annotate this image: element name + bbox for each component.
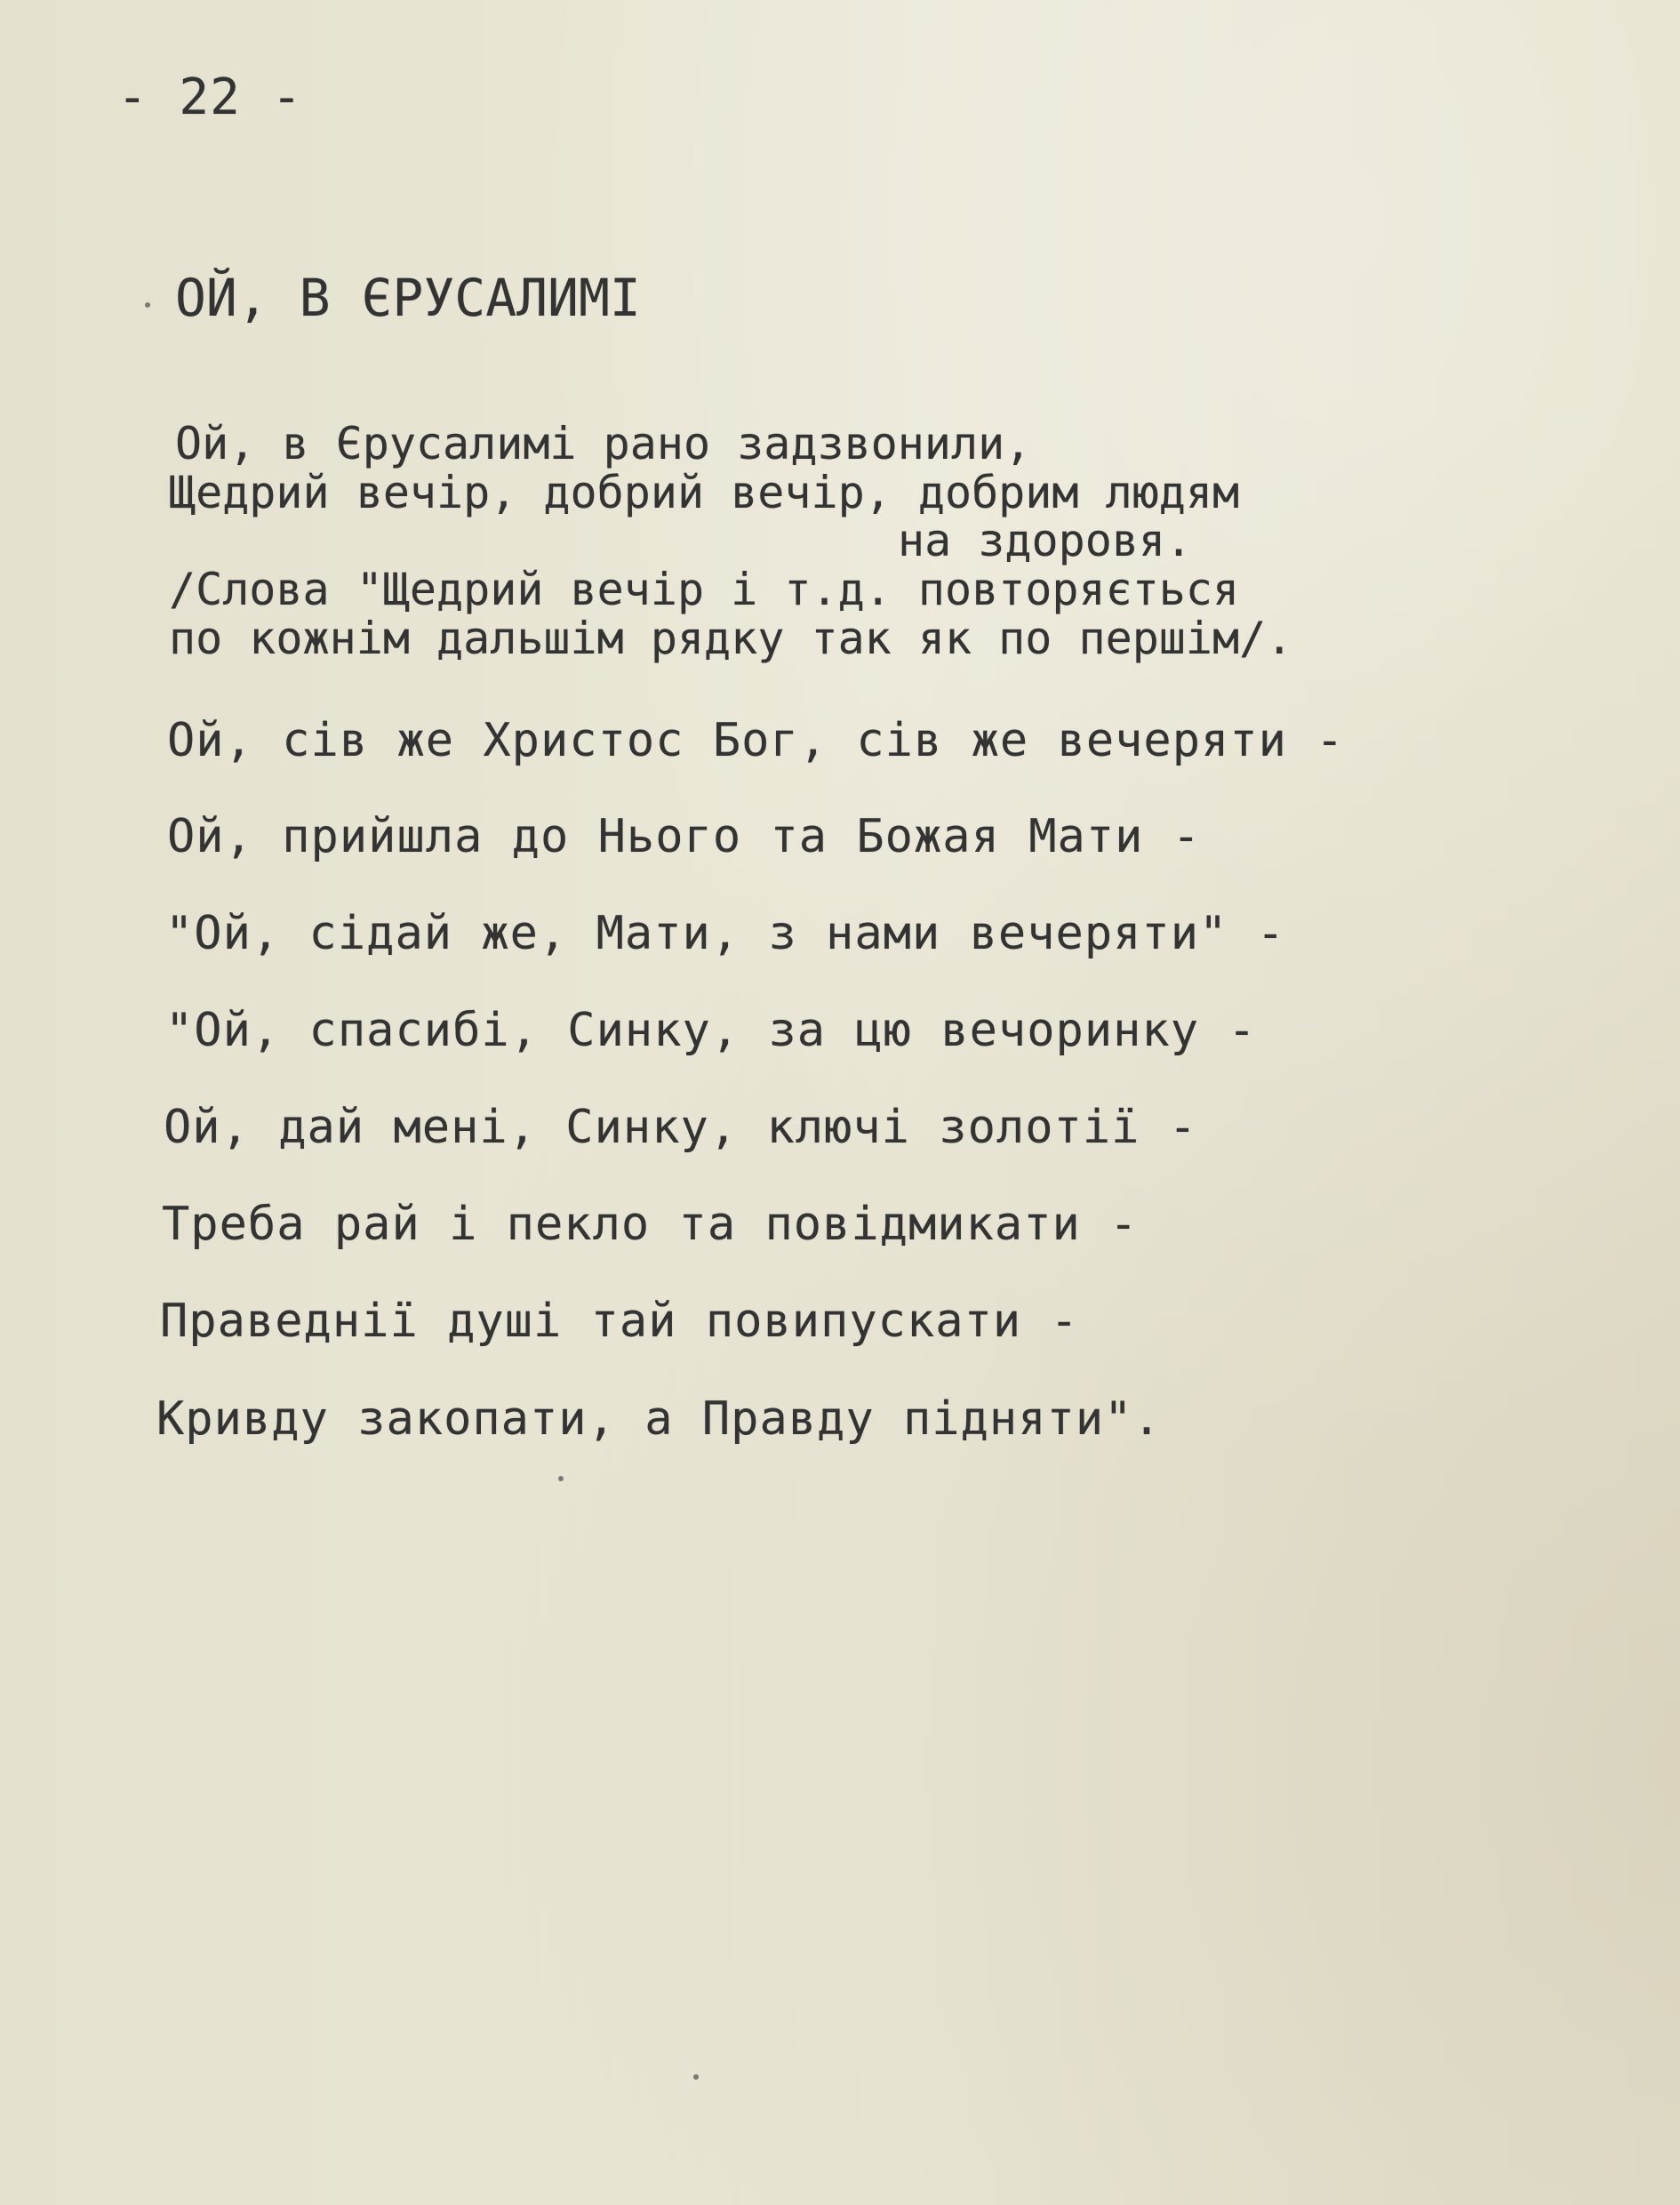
verse-line-7: Треба рай і пекло та повідмикати - (162, 1198, 1139, 1251)
paper-speck (558, 1476, 564, 1481)
verse-line-6: Ой, дай мені, Синку, ключі золотії - (164, 1101, 1198, 1154)
song-title: ОЙ, В ЄРУСАЛИМІ (175, 268, 641, 328)
verse-line-1: Ой, в Єрусалимі рано задзвонили, (175, 418, 1032, 469)
verse-line-8: Праведнії душі тай повипускати - (160, 1295, 1079, 1348)
refrain-continuation: на здоровя. (898, 515, 1193, 566)
refrain-line: Щедрий вечір, добрий вечір, добрим людям (169, 467, 1240, 518)
verse-line-5: "Ой, спасибі, Синку, за цю вечоринку - (165, 1004, 1257, 1057)
verse-line-3: Ой, прийшла до Нього та Божая Мати - (167, 810, 1202, 863)
paper-speck (145, 302, 150, 308)
note-line-1: /Слова "Щедрий вечір і т.д. повторяється (169, 564, 1240, 615)
paper-speck (693, 2074, 699, 2080)
note-line-2: по кожнім дальшім рядку так як по першім/. (169, 613, 1293, 664)
verse-line-4: "Ой, сідай же, Мати, з нами вечеряти" - (165, 907, 1285, 960)
verse-line-9: Кривду закопати, а Правду підняти". (156, 1392, 1162, 1446)
page-number: - 22 - (117, 68, 303, 126)
verse-line-2: Ой, сів же Христос Бог, сів же вечеряти - (167, 714, 1345, 767)
